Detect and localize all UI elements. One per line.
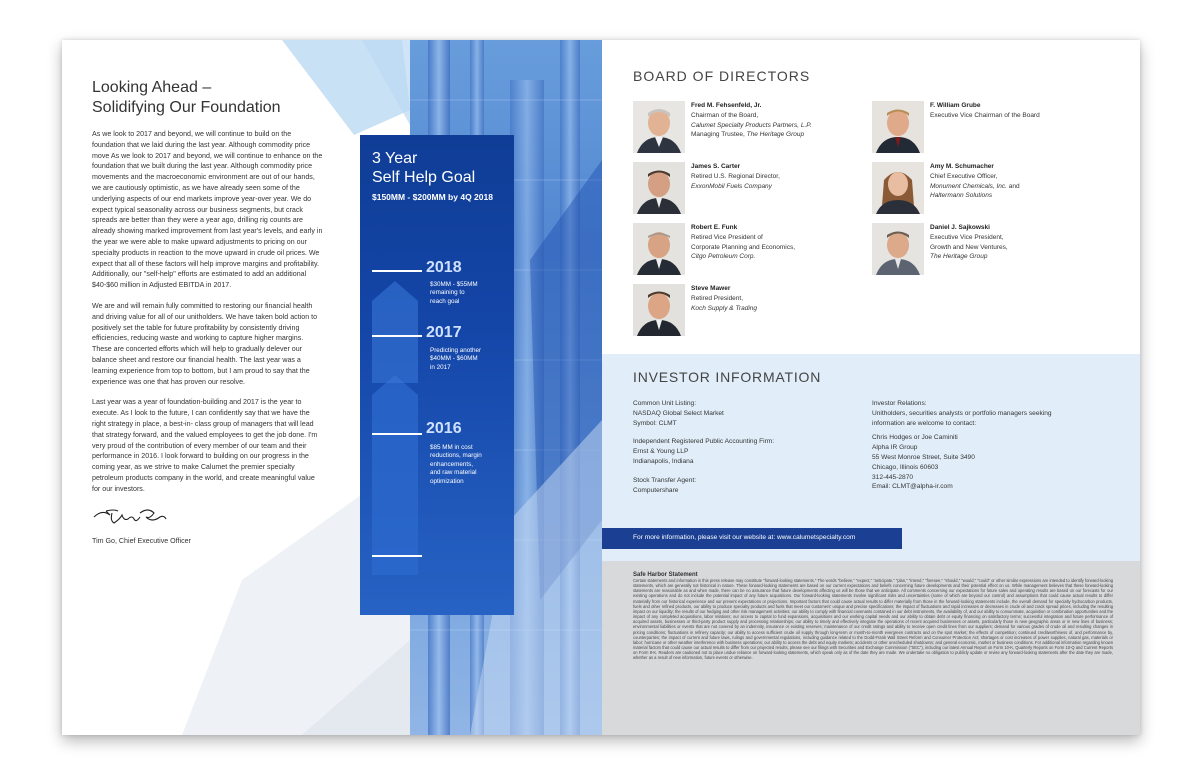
timeline-line: in 2017 — [430, 363, 451, 371]
investor-right-column — [872, 399, 1112, 492]
director-line: Koch Supply & Trading — [691, 304, 757, 312]
director-name: Daniel J. Sajkowski — [930, 224, 990, 231]
director-line: The Heritage Group — [930, 253, 988, 261]
self-help-goal-panel — [360, 135, 514, 615]
investor-line: Indianapolis, Indiana — [633, 457, 694, 465]
director-line: Executive Vice President, — [930, 233, 1004, 241]
investor-line: Unitholders, securities analysts or portfolio managers seeking — [872, 409, 1052, 417]
timeline-text-2018 — [430, 281, 512, 306]
website-banner — [602, 528, 902, 549]
timeline-line: enhancements, — [430, 460, 474, 468]
director-info — [930, 223, 1115, 262]
timeline-text-2016 — [430, 444, 512, 486]
safe-harbor-content — [633, 572, 1113, 661]
signer-name: Tim Go, Chief Executive Officer — [92, 536, 191, 545]
director-line-part: The Heritage Group — [746, 131, 805, 139]
director-name: F. William Grube — [930, 102, 981, 109]
goal-title-line-2: Self Help Goal — [372, 169, 476, 186]
timeline-year-2017: 2017 — [426, 324, 462, 341]
investor-line: Symbol: CLMT — [633, 419, 677, 427]
director-card — [872, 223, 1112, 277]
timeline-line: Predicting another — [430, 347, 482, 354]
timeline-marker — [372, 555, 422, 557]
director-line — [691, 130, 876, 140]
safe-harbor-section — [602, 561, 1140, 735]
investor-line: NASDAQ Global Select Market — [633, 409, 724, 417]
director-card — [633, 162, 873, 216]
investor-line: Independent Registered Public Accounting Firm: — [633, 438, 775, 446]
director-name: Fred M. Fehsenfeld, Jr. — [691, 102, 762, 109]
director-line: Chairman of the Board, — [691, 111, 759, 119]
director-line: Calumet Specialty Products Partners, L.P. — [691, 121, 812, 129]
director-info — [691, 162, 876, 191]
goal-subtitle: $150MM - $200MM by 4Q 2018 — [372, 192, 493, 202]
director-info — [930, 162, 1115, 201]
investor-line: Stock Transfer Agent: — [633, 476, 697, 484]
director-line: Haltermann Solutions — [930, 192, 993, 200]
timeline-year-2016: 2016 — [426, 420, 462, 437]
director-line: Growth and New Ventures, — [930, 243, 1008, 251]
investor-line: Chris Hodges or Joe Caminiti — [872, 434, 958, 442]
investor-line: Ernst & Young LLP — [633, 448, 689, 456]
investor-line: Common Unit Listing: — [633, 400, 697, 407]
investor-line: Alpha IR Group — [872, 444, 918, 452]
safe-harbor-body: Certain statements and information in this press release may constitute "forward-looking statements." The words "believe," "expect," "anticipate," "plan," "intend," "foresee," "should," "would," "could" or other similar expressions are intended to identify forward-looking statements, which are generally not historical in nature. These forward-looking statements are based on our current expectations and beliefs concerning future developments and their potential effect on us. While management believes that these forward-looking statements are reasonable as and when made, there can be no assurance that future developments affecting us will be those that we anticipate. All comments concerning our expectations for future sales and operating results are based on our forecasts for our existing operations and do not include the potential impact of any future acquisitions. Our forward-looking statements involve significant risks and uncertainties (some of which are beyond our control) and assumptions that could cause actual results to differ materially from our historical experience and our present expectations or projections. Important factors that could cause actual results to differ materially from those in the forward-looking statements include, the overall demand for specialty hydrocarbon products, fuels and other refined products, our ability to produce specialty products and fuels that meet our customers' unique and precise specifications; the impact of fluctuations and rapid increases or decreases in crude oil and crack spread prices, including the resulting impact on our liquidity; the results of our hedging and other risk management activities; our ability to comply with financial covenants contained in our debt instruments, the availability of, and our ability to consummate, acquisition or combination opportunities and the impact of any completed acquisitions, labor relations; our access to capital to fund expansions, acquisitions and our working capital needs and our ability to obtain debt or equity financing on satisfactory terms; successful integration and future performance of acquired assets, businesses or third-party product supply and processing relationships; our ability to timely and effectively integrate the operations of recent acquired businesses or assets, particularly those in new geographic areas or in new lines of business; environmental liabilities or events that are not covered by an indemnity, insurance or existing reserves; maintenance of our credit ratings and ability to receive open credit lines from our suppliers; demand for various grades of crude oil and resulting changes in pricing conditions; fluctuations in refinery capacity; our ability to access sufficient crude oil supply through long-term or month-to-month evergreen contracts and on the spot market; the effects of competition; continued creditworthiness of, and performance by, counterparties; the impact of current and future laws, rulings and governmental regulations, including guidance related to the Dodd-Frank Wall Street Reform and Consumer Protection Act; shortages or cost increases of power supplies, natural gas, materials or labor; hurricane or other weather interference with business operations; our ability to access the debt and equity markets; accidents or other unscheduled shutdowns; and general economic, market or business conditions. For additional information regarding known material factors that could cause our actual results to differ from our projected results, please see our filings with Securities and Exchange Commission ("SEC"), including our latest Annual Report on Form 10-K, Quarterly Reports on Form 10-Q and Current Reports on Form 8-K. Readers are cautioned not to place undue reliance on forward-looking statements, which speak only as of the date they are made. We undertake no obligation to publicly update or revise any forward-looking statements after the date they are made, whether as a result of new information, future events or otherwise. — [633, 578, 1113, 661]
letter-paragraph: Last year was a year of foundation-building and 2017 is the year to execute. As I look to the future, I can confidently say that we have the right strategy in place, a best-in- class group of managers that will lead that strategy forward, and the valued employees to get the job done. I'm very proud of the contribution of every member of our team and their performance in 2016. I look forward to building on our progress in the coming year, as we strive to make Calumet the premier specialty petroleum products company in the world, and create meaningful value for our investors. — [92, 398, 318, 493]
investor-line: 312-445-2870 — [872, 473, 914, 481]
letter-title — [92, 78, 324, 118]
timeline-line: remaining to — [430, 289, 465, 297]
letter-title-line-1: Looking Ahead – — [92, 79, 212, 96]
director-name: Steve Mawer — [691, 285, 731, 292]
headshot-photo — [872, 101, 924, 153]
director-card — [633, 223, 873, 277]
investor-line: 55 West Monroe Street, Suite 3490 — [872, 453, 975, 461]
director-line — [930, 182, 1115, 192]
headshot-photo — [872, 162, 924, 214]
timeline-line: $85 MM in cost — [430, 444, 473, 451]
timeline-line: reach goal — [430, 297, 460, 305]
timeline-line: reductions, margin — [430, 452, 482, 460]
director-line-part: Monument Chemicals, Inc. — [930, 182, 1007, 190]
investor-line: Computershare — [633, 486, 679, 494]
timeline-marker — [372, 270, 422, 272]
director-name: James S. Carter — [691, 163, 741, 170]
website-link[interactable]: For more information, please visit our website at: www.calumetspecialty.com — [633, 534, 856, 541]
director-line-part: and — [1006, 182, 1020, 190]
timeline-year-2018: 2018 — [426, 259, 462, 276]
timeline-marker — [372, 335, 422, 337]
headshot-photo — [633, 162, 685, 214]
director-info — [691, 284, 876, 313]
investor-line: Investor Relations: — [872, 400, 927, 407]
signature-icon — [92, 505, 172, 529]
director-line: Retired President, — [691, 294, 744, 302]
goal-title — [372, 149, 475, 187]
letter-title-line-2: Solidifying Our Foundation — [92, 99, 281, 116]
timeline-text-2017 — [430, 347, 512, 372]
director-info — [691, 101, 876, 140]
director-line: Citgo Petroleum Corp. — [691, 253, 756, 261]
investor-left-column — [633, 399, 853, 495]
signature — [92, 505, 324, 529]
director-line: Retired U.S. Regional Director, — [691, 172, 780, 180]
timeline-line: optimization — [430, 477, 464, 485]
director-info — [691, 223, 876, 262]
director-name: Amy M. Schumacher — [930, 163, 994, 170]
investor-line: information are welcome to contact: — [872, 419, 977, 427]
director-card — [633, 284, 873, 338]
annual-report-spread — [62, 40, 1140, 735]
safe-harbor-title: Safe Harbor Statement — [633, 572, 698, 578]
right-page — [602, 40, 1140, 735]
timeline-line: $30MM - $55MM — [430, 281, 478, 288]
director-info — [930, 101, 1115, 121]
timeline-marker — [372, 433, 422, 435]
investor-line: Chicago, Illinois 60603 — [872, 463, 939, 471]
director-name: Robert E. Funk — [691, 224, 738, 231]
director-line: Retired Vice President of — [691, 233, 763, 241]
goal-title-line-1: 3 Year — [372, 150, 418, 167]
director-card — [872, 101, 1112, 155]
letter-column — [92, 78, 324, 545]
upward-arrow-icon — [372, 275, 418, 575]
headshot-photo — [872, 223, 924, 275]
headshot-photo — [633, 101, 685, 153]
investor-email: Email: CLMT@alpha-ir.com — [872, 483, 953, 491]
letter-paragraph: As we look to 2017 and beyond, we will continue to build on the foundation that we laid during the last year. Although commodity price move As we look to 2017 and beyond, we will continue to enhance on the foundation that we built during the last year. Although commodity price movements and the macroeconomic environment are out of our hands, we are cautiously optimistic, as we have already seen some of the underlying aspects of our end markets improve year-over year. We do expect typical seasonality across our business segments, but crack spreads are better than they were a year ago, drilling rig counts are already showing marked improvement from last year's levels, and early in the year we were able to make upward adjustments to pricing on our specialty products in reaction to the move upward in crude oil prices. We expect that all of these factors will help improve margins and profitability. Additionally, our "self-help" efforts are estimated to add an additional $40-$60 million in Adjusted EBITDA in 2017. — [92, 130, 323, 290]
director-line-part: Managing Trustee, — [691, 131, 747, 139]
board-title: BOARD OF DIRECTORS — [633, 68, 811, 84]
timeline-line: $40MM - $60MM — [430, 355, 478, 363]
director-line: Chief Executive Officer, — [930, 172, 998, 180]
headshot-photo — [633, 223, 685, 275]
director-line: ExxonMobil Fuels Company — [691, 182, 772, 190]
investor-title: INVESTOR INFORMATION — [633, 369, 822, 385]
director-card — [872, 162, 1112, 216]
director-card — [633, 101, 873, 155]
director-line: Corporate Planning and Economics, — [691, 243, 796, 251]
headshot-photo — [633, 284, 685, 336]
timeline-line: and raw material — [430, 469, 477, 477]
director-line: Executive Vice Chairman of the Board — [930, 111, 1040, 119]
letter-paragraph: We are and will remain fully committed to restoring our financial health and driving value for all of our unitholders. We have taken bold action to positively set the table for future profitability by consistently driving efficiencies, reducing waste and working to capture higher margins. These are concerted efforts which will help to gradually delever our balance sheet and restore our financial health. The last year was a learning experience from top to bottom, but I am proud to say that the experience was one that has proven our resolve. — [92, 301, 318, 386]
